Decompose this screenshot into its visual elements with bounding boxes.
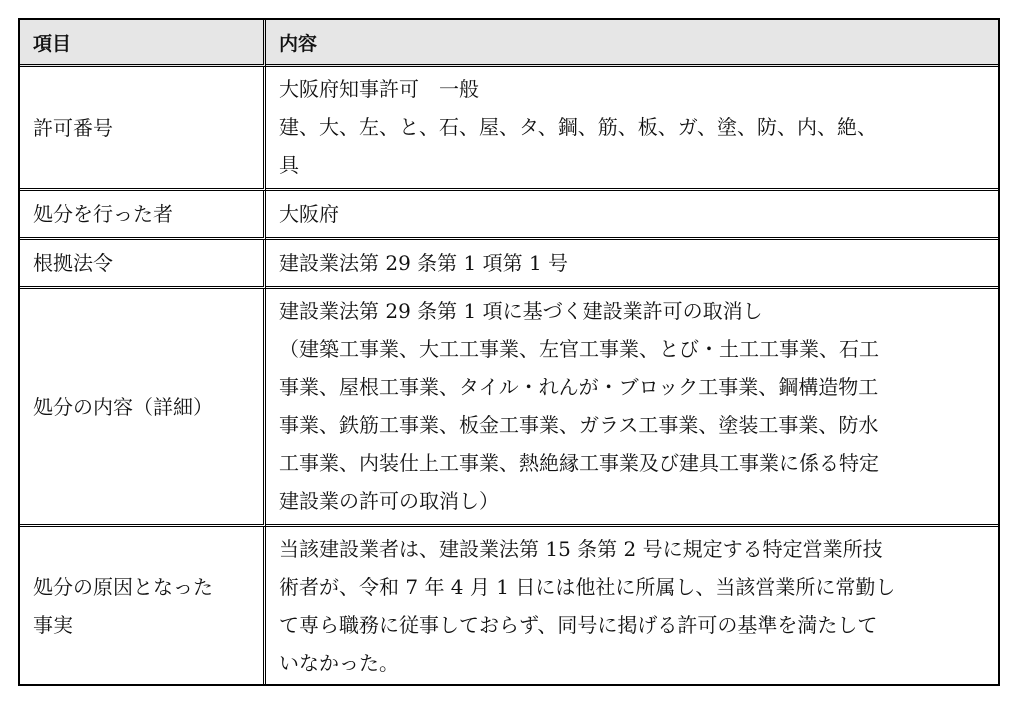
row-content [266,191,998,240]
header-item: 項目 [20,20,266,67]
content-line: 大阪府 [279,202,339,226]
row-label: 許可番号 [20,67,266,191]
row-content [266,527,998,684]
content-line: て専ら職務に従事しておらず、同号に掲げる許可の基準を満たして [279,613,878,637]
content-line: 建設業の許可の取消し） [279,489,499,513]
content-line: 具 [279,153,299,177]
content-line: 術者が、令和 7 年 4 月 1 日には他社に所属し、当該営業所に常勤し [279,575,896,599]
header-content: 内容 [266,20,998,67]
row-label: 処分の内容（詳細） [20,289,266,527]
content-line: 事業、屋根工事業、タイル・れんが・ブロック工事業、鋼構造物工 [279,375,879,399]
content-line: 事業、鉄筋工事業、板金工事業、ガラス工事業、塗装工事業、防水 [279,413,879,437]
row-content [266,67,998,191]
content-line: いなかった。 [279,651,399,675]
content-line: 当該建設業者は、建設業法第 15 条第 2 号に規定する特定営業所技 [279,537,883,561]
row-label [20,527,266,684]
table-row-legal-basis [20,240,998,289]
row-label: 処分を行った者 [20,191,266,240]
table-row-disposition-details [20,289,998,527]
content-line: 建設業法第 29 条第 1 項第 1 号 [279,251,569,275]
table-row-authority [20,191,998,240]
content-line: （建築工事業、大工工事業、左官工事業、とび・土工工事業、石工 [279,337,879,361]
row-label: 根拠法令 [20,240,266,289]
row-label-line: 事実 [33,612,73,637]
table-header-row [20,20,998,67]
content-line: 大阪府知事許可 一般 [279,77,479,101]
row-content [266,289,998,527]
row-content [266,240,998,289]
table-row-cause-facts [20,527,998,684]
disposition-table [18,18,1000,686]
content-line: 工事業、内装仕上工事業、熱絶縁工事業及び建具工事業に係る特定 [279,451,879,475]
content-line: 建、大、左、と、石、屋、タ、鋼、筋、板、ガ、塗、防、内、絶、 [279,115,877,139]
table-row-license-number [20,67,998,191]
content-line: 建設業法第 29 条第 1 項に基づく建設業許可の取消し [279,299,763,323]
row-label-line: 処分の原因となった [33,574,213,599]
